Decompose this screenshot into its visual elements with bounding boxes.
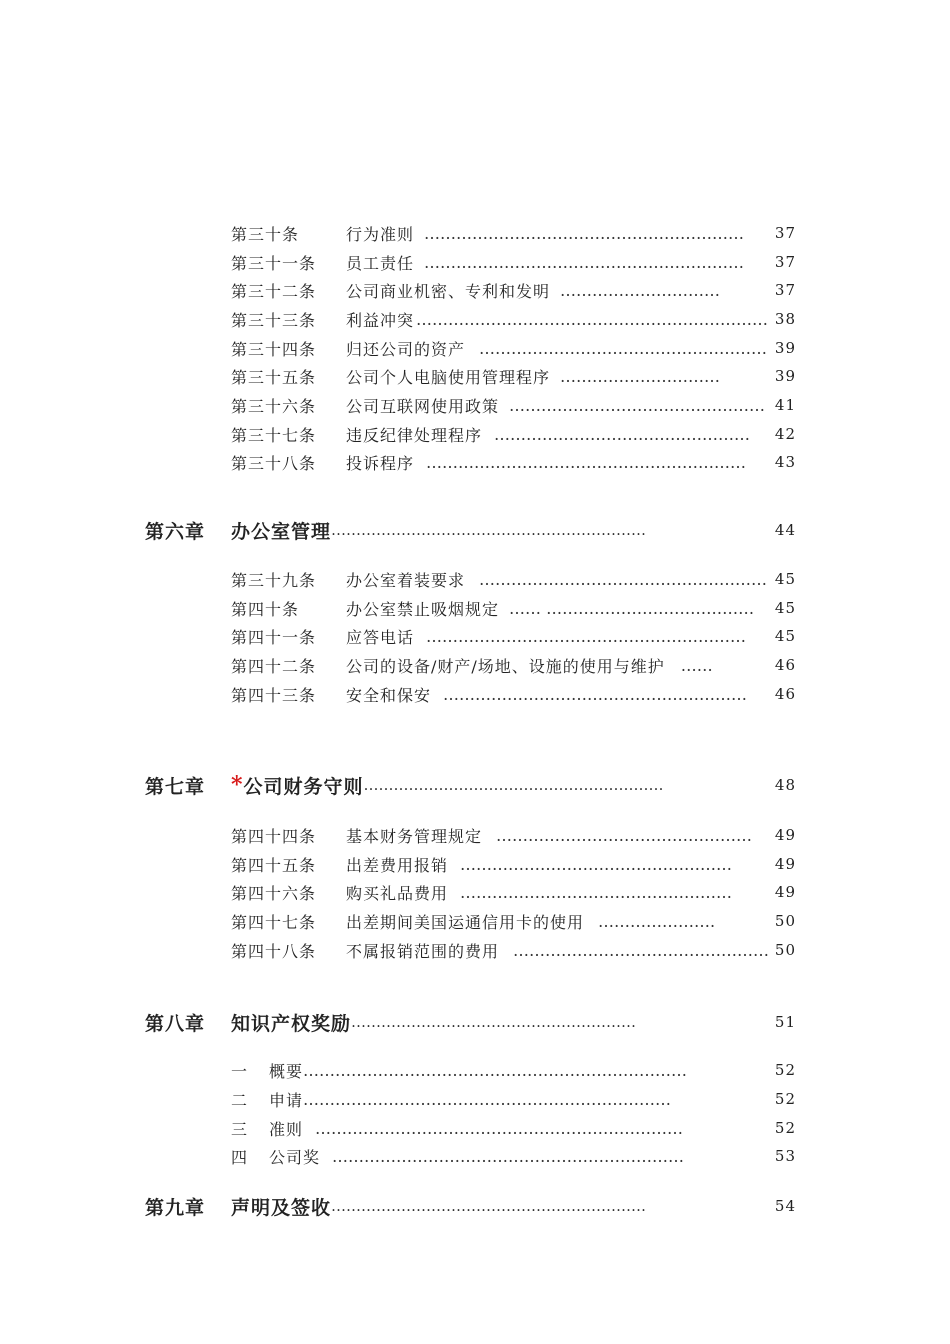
toc-entry-article-35[interactable] <box>231 362 796 390</box>
page-number: 51 <box>774 1013 796 1031</box>
article-title: 基本财务管理规定 <box>346 826 483 846</box>
dot-leader: …………………. <box>598 911 716 931</box>
page-number: 52 <box>774 1061 796 1079</box>
chapter-number: 第七章 <box>145 775 206 798</box>
dot-leader: ……………………………………………… <box>479 569 768 589</box>
dot-leader: ………………………… <box>560 366 721 386</box>
article-number: 第三十六条 <box>231 396 317 416</box>
toc-entry-section-1[interactable] <box>231 1056 796 1084</box>
dot-leader: ……………………………………………………………… <box>303 1060 688 1080</box>
dot-leader: ……………………………………………………… <box>331 521 647 539</box>
page-number: 45 <box>774 599 796 617</box>
article-title: 不属报销范围的费用 <box>346 941 500 961</box>
toc-chapter-8[interactable] <box>145 1008 796 1036</box>
page-number: 39 <box>774 339 796 357</box>
toc-entry-article-30[interactable] <box>231 219 796 247</box>
article-number: 第四十四条 <box>231 826 317 846</box>
article-number: 第四十七条 <box>231 912 317 932</box>
page-number: 52 <box>774 1119 796 1137</box>
article-title: 员工责任 <box>346 253 415 273</box>
page-number: 45 <box>774 627 796 645</box>
dot-leader: …………………………………………………… <box>363 776 664 794</box>
section-number: 三 <box>231 1119 249 1139</box>
article-number: 第四十一条 <box>231 627 317 647</box>
article-title: 利益冲突 <box>346 310 415 330</box>
article-number: 第四十五条 <box>231 855 317 875</box>
page-number: 46 <box>774 656 796 674</box>
page-number: 46 <box>774 685 796 703</box>
section-number: 一 <box>231 1061 249 1081</box>
page-number: 49 <box>774 883 796 901</box>
chapter-number: 第六章 <box>145 520 206 543</box>
dot-leader: ………………………………………… <box>513 940 770 960</box>
dot-leader: …………………………………………………… <box>426 626 747 646</box>
chapter-title: 公司财务守则 <box>243 775 364 798</box>
toc-entry-article-33[interactable] <box>231 305 796 333</box>
article-title: 投诉程序 <box>346 453 415 473</box>
dot-leader: ………………………………………… <box>496 825 753 845</box>
page-number: 43 <box>774 453 796 471</box>
article-title: 应答电话 <box>346 627 415 647</box>
article-title: 安全和保安 <box>346 685 432 705</box>
article-number: 第三十九条 <box>231 570 317 590</box>
page-number: 44 <box>774 521 796 539</box>
page-number: 49 <box>774 855 796 873</box>
article-title: 办公室着装要求 <box>346 570 466 590</box>
dot-leader: …… <box>680 655 713 675</box>
toc-entry-article-37[interactable] <box>231 420 796 448</box>
article-title: 公司个人电脑使用管理程序 <box>346 367 551 387</box>
article-number: 第三十四条 <box>231 339 317 359</box>
toc-entry-article-32[interactable] <box>231 276 796 304</box>
dot-leader: ………………………… <box>560 280 721 300</box>
article-title: 违反纪律处理程序 <box>346 425 483 445</box>
toc-entry-article-36[interactable] <box>231 391 796 419</box>
article-title: 公司的设备/财产/场地、设施的使用与维护 <box>346 656 665 676</box>
article-number: 第四十二条 <box>231 656 317 676</box>
page-number: 54 <box>774 1197 796 1215</box>
toc-chapter-6[interactable] <box>145 516 796 544</box>
article-title: 出差费用报销 <box>346 855 449 875</box>
toc-entry-article-44[interactable] <box>231 821 796 849</box>
article-title: 购买礼品费用 <box>346 883 449 903</box>
article-number: 第三十一条 <box>231 253 317 273</box>
section-title: 公司奖 <box>269 1147 321 1167</box>
page-number: 48 <box>774 776 796 794</box>
dot-leader: …… ………………………………… <box>509 598 755 618</box>
asterisk-icon: * <box>231 772 244 798</box>
dot-leader: ………………………………………… <box>509 395 766 415</box>
toc-entry-section-2[interactable] <box>231 1085 796 1113</box>
toc-entry-article-45[interactable] <box>231 850 796 878</box>
dot-leader: ………………………………………………… <box>443 684 748 704</box>
dot-leader: ………………………………………………… <box>351 1013 637 1031</box>
article-title: 出差期间美国运通信用卡的使用 <box>346 912 585 932</box>
toc-entry-section-3[interactable] <box>231 1114 796 1142</box>
article-title: 公司互联网使用政策 <box>346 396 500 416</box>
dot-leader: …………………………………………………… <box>424 252 745 272</box>
article-number: 第四十条 <box>231 599 300 619</box>
dot-leader: ……………………………………………… <box>479 338 768 358</box>
page-number: 45 <box>774 570 796 588</box>
page-number: 52 <box>774 1090 796 1108</box>
chapter-title: 知识产权奖励 <box>231 1012 352 1035</box>
article-number: 第四十六条 <box>231 883 317 903</box>
page-number: 50 <box>774 941 796 959</box>
page-number: 39 <box>774 367 796 385</box>
dot-leader: …………………………………………… <box>460 854 733 874</box>
article-title: 行为准则 <box>346 224 415 244</box>
dot-leader: …………………………………………………………… <box>315 1118 684 1138</box>
chapter-title: 办公室管理 <box>231 520 332 543</box>
section-title: 概要 <box>269 1061 304 1081</box>
chapter-number: 第八章 <box>145 1012 206 1035</box>
toc-entry-article-31[interactable] <box>231 248 796 276</box>
toc-entry-article-46[interactable] <box>231 878 796 906</box>
dot-leader: …………………………………………………… <box>424 223 745 243</box>
toc-entry-article-43[interactable] <box>231 680 796 708</box>
chapter-title: 声明及签收 <box>231 1196 332 1219</box>
dot-leader: ………………………………………………………… <box>416 309 769 329</box>
article-number: 第三十五条 <box>231 367 317 387</box>
section-title: 申请 <box>269 1090 304 1110</box>
page-number: 50 <box>774 912 796 930</box>
toc-entry-article-48[interactable] <box>231 936 796 964</box>
toc-entry-article-42[interactable] <box>231 651 796 679</box>
article-number: 第四十八条 <box>231 941 317 961</box>
toc-entry-article-39[interactable] <box>231 565 796 593</box>
section-number: 四 <box>231 1147 249 1167</box>
article-number: 第三十八条 <box>231 453 317 473</box>
dot-leader: ……………………………………………………… <box>331 1197 647 1215</box>
toc-chapter-9[interactable] <box>145 1192 796 1220</box>
page-number: 37 <box>774 281 796 299</box>
page-number: 42 <box>774 425 796 443</box>
dot-leader: …………………………………………… <box>460 882 733 902</box>
dot-leader: ………………………………………………………… <box>332 1146 685 1166</box>
section-title: 准则 <box>269 1119 304 1139</box>
page-number: 49 <box>774 826 796 844</box>
page-number: 37 <box>774 224 796 242</box>
article-number: 第三十二条 <box>231 281 317 301</box>
article-number: 第三十七条 <box>231 425 317 445</box>
chapter-number: 第九章 <box>145 1196 206 1219</box>
dot-leader: …………………………………………………… <box>426 452 747 472</box>
article-title: 公司商业机密、专利和发明 <box>346 281 551 301</box>
article-number: 第三十条 <box>231 224 300 244</box>
page-number: 38 <box>774 310 796 328</box>
dot-leader: …………………………………………………………… <box>303 1089 672 1109</box>
toc-entry-article-47[interactable] <box>231 907 796 935</box>
page-number: 53 <box>774 1147 796 1165</box>
article-number: 第三十三条 <box>231 310 317 330</box>
article-number: 第四十三条 <box>231 685 317 705</box>
toc-entry-article-40[interactable] <box>231 594 796 622</box>
article-title: 办公室禁止吸烟规定 <box>346 599 500 619</box>
article-title: 归还公司的资产 <box>346 339 466 359</box>
dot-leader: ………………………………………… <box>494 424 751 444</box>
section-number: 二 <box>231 1090 249 1110</box>
toc-chapter-7[interactable] <box>145 771 796 799</box>
toc-entry-article-34[interactable] <box>231 334 796 362</box>
toc-entry-article-41[interactable] <box>231 622 796 650</box>
page-number: 41 <box>774 396 796 414</box>
toc-entry-section-4[interactable] <box>231 1142 796 1170</box>
toc-entry-article-38[interactable] <box>231 448 796 476</box>
page-number: 37 <box>774 253 796 271</box>
